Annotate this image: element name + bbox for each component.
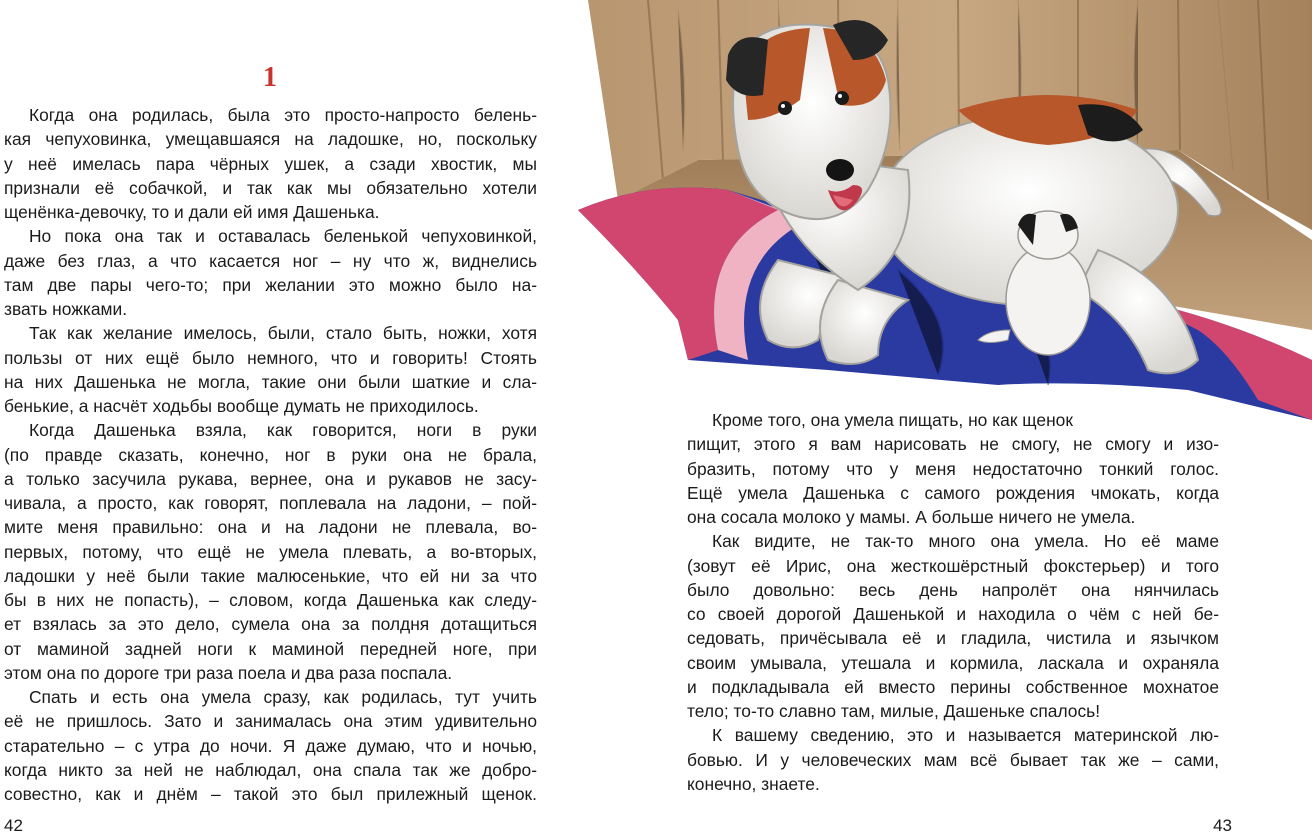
text-line: седовать, причёсывала её и гладила, чистила и язычком [687,628,1219,649]
text-line: щенёнка-девочку, то и дали ей имя Дашенька. [4,202,380,222]
text-line: и подкладывала ей вместо перины собственное мохнатое [687,676,1219,697]
text-line: признали её собачкой, и так как мы обязательно хотели [4,177,537,198]
text-line: тело; то-то славно там, милые, Дашеньке спалось! [687,701,1101,721]
text-line: Ещё умела Дашенька с самого рождения чмокать, когда [687,482,1219,503]
text-line: (зовут её Ирис, она жесткошёрстный фокстерьер) и того [687,555,1219,576]
text-line: бы в них не попасть), – словом, когда Дашенька как следу- [4,590,537,610]
left-text-block [4,103,537,806]
paragraph [687,723,1219,796]
text-line: было довольно: весь день напролёт она нянчилась [687,579,1219,600]
text-line: бенькие, а насчёт ходьбы вообще думать не приходилось. [4,396,479,416]
text-line: мите меня правильно: она и на ладони не плевала, во- [4,517,537,538]
text-line: старательно – с утра до ночи. Я даже думаю, что и ночью, [4,735,537,756]
paragraph [4,224,537,321]
text-line: этом она по дороге три раза поела и два раза поспала. [4,662,453,683]
text-line: а только засучила рукава, вернее, она и рукавов не засу- [4,468,537,489]
text-line: бразить, потому что у меня недостаточно тонкий голос. [687,458,1219,479]
chapter-number: 1 [263,62,277,93]
text-line: там две пары чего-то; при желании это можно было на- [4,274,537,295]
text-line: её не пришлось. Зато и занималась она этим удивительно [4,711,537,732]
text-line: совестно, как и днём – такой это был прилежный щенок. [4,784,537,804]
text-line: даже без глаз, а что касается ног – ну что ж, виднелись [4,250,537,271]
text-line: первых, потому, что ещё не умела плевать, а во-вторых, [4,541,537,562]
text-line: Кроме того, она умела пищать, но как щенок [712,410,1073,430]
text-line: пищит, этого я вам нарисовать не смогу, не смогу и изо- [687,434,1219,455]
paragraph [687,408,1219,529]
paragraph [4,418,537,685]
text-line: К вашему сведению, это и называется материнской лю- [712,725,1219,746]
text-line: Но пока она так и оставалась беленькой чепуховинкой, [29,226,537,247]
text-line: конечно, знаете. [687,773,820,794]
page-number-right: 43 [1213,816,1232,835]
text-line: Когда она родилась, была это просто-напросто белень- [29,105,537,125]
text-line: на них Дашенька не могла, такие они были шаткие и сла- [4,371,537,392]
text-line: Так как желание имелось, были, стало быть, ножки, хотя [29,323,537,344]
text-line: звать ножками. [4,299,128,319]
text-line: со своей дорогой Дашенькой и находила о чём с ней бе- [687,604,1219,624]
text-line: когда никто за ней не наблюдал, она спала так же добро- [4,759,537,780]
text-line: своим умывала, утешала и кормила, ласкала и охраняла [687,652,1219,673]
text-line: ет взялась за это дело, сумела она за полдня дотащиться [4,614,537,635]
text-line: (по правде сказать, конечно, ног в руки она не брала, [4,444,537,465]
paragraph [687,529,1219,723]
text-line: Когда Дашенька взяла, как говорится, ноги в руки [29,420,537,441]
text-line: чивала, а просто, как говорят, поплевала на ладони, – пой- [4,493,537,513]
left-page [0,0,560,840]
text-line: пользы от них ещё было немного, что и говорить! Стоять [4,347,537,368]
dog-illustration [578,0,1312,420]
paragraph [4,103,537,224]
page-number-left: 42 [4,816,23,835]
paragraph [4,685,537,806]
text-line: кая чепуховинка, умещавшаяся на ладошке, но, поскольку [4,129,537,150]
text-line: от маминой задней ноги к маминой передней ноге, при [4,638,537,659]
text-line: у неё имелась пара чёрных ушек, а сзади хвостик, мы [4,153,537,174]
text-line: она сосала молоко у мамы. А больше ничего не умела. [687,507,1136,527]
text-line: Спать и есть она умела сразу, как родилась, тут учить [29,687,537,707]
paragraph [4,321,537,418]
text-line: Как видите, не так-то много она умела. Но её маме [712,531,1219,552]
text-line: ладошки у неё были такие малюсенькие, что ей ни за что [4,565,537,586]
right-text-block [687,408,1219,796]
text-line: бовью. И у человеческих мам всё бывает так же – сами, [687,749,1219,770]
